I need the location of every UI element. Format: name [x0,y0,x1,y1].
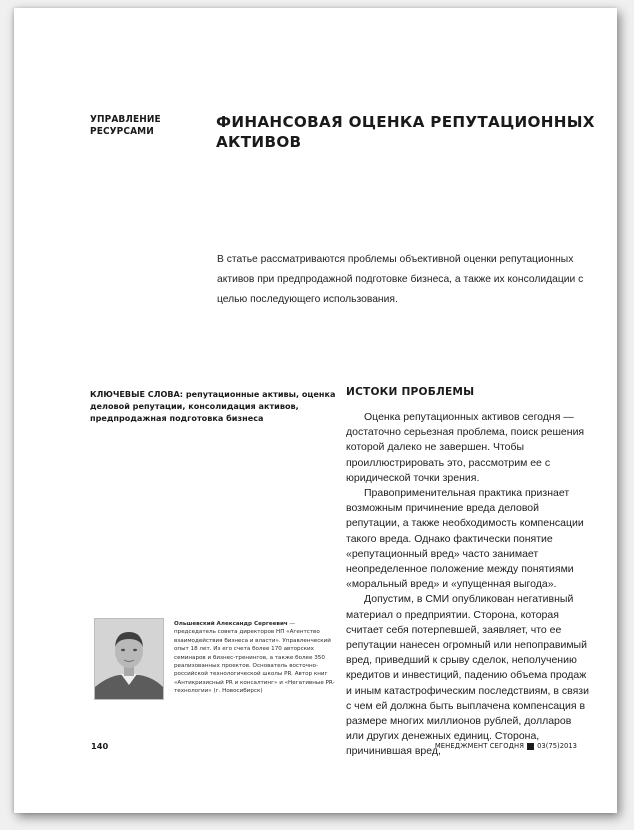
article-lead: В статье рассматриваются проблемы объективной оценки репутационных активов при предпродажной подготовке бизнеса, а также их консолидации с целью последующего использования. [217,254,584,305]
magazine-page [14,8,617,813]
article-body [346,410,590,760]
article-title: ФИНАНСОВАЯ ОЦЕНКА РЕПУТАЦИОННЫХ АКТИВОВ [216,113,595,151]
square-icon [527,743,534,750]
paragraph: Правоприменительная практика признает возможным причинение вреда деловой репутации, а также необходимость компенсации такого вреда. Однако фактически понятие «репутационный вред» часто занимает неопределенное положение между понятиями «моральный вред» и «упущенная выгода». [346,487,584,591]
author-portrait-image [95,619,163,699]
author-bio [174,620,336,696]
keywords: КЛЮЧЕВЫЕ СЛОВА: репутационные активы, оценка деловой репутации, консолидация активов, предпродажная подготовка бизнеса [90,389,336,423]
footer-magazine-info [435,742,577,750]
section-heading: ИСТОКИ ПРОБЛЕМЫ [346,386,475,398]
page-number: 140 [91,741,109,751]
author-name: Ольшевский Александр Сергеевич [174,621,288,627]
issue-number: 03(75)2013 [537,742,577,750]
author-description: — председатель совета директоров НП «Агентство взаимодействия бизнеса и власти». Управленческий опыт 18 лет. Из его счета более 170 авторских семинаров и бизнес-тренингов, а также более 350 реализованных проектов. Основатель восточно-российской технологической школы PR. Автор книг «Антикризисный PR и консалтинг» и «Негативные PR-технологии» (г. Новосибирск) [174,621,335,695]
author-photo [94,618,164,700]
section-label: УПРАВЛЕНИЕ РЕСУРСАМИ [90,114,161,137]
magazine-name: МЕНЕДЖМЕНТ СЕГОДНЯ [434,742,525,750]
paragraph: Оценка репутационных активов сегодня — достаточно серьезная проблема, поиск решения которой далеко не завершен. Чтобы проиллюстрировать это, рассмотрим ее с юридической точки зрения. [346,411,585,484]
paragraph: Допустим, в СМИ опубликован негативный материал о предприятии. Сторона, которая считает себя потерпевшей, заявляет, что ее репутации нанесен огромный или непоправимый вред, приведший к срыву сделок, неполучению кредитов и инвестиций, падению объема продаж и иным катастрофическим последствиям, в связи с чем ей должна быть выплачена компенсация в размере многих миллионов рублей, долларов или других денежных единиц. Сторона, причинившая вред, [346,593,589,758]
